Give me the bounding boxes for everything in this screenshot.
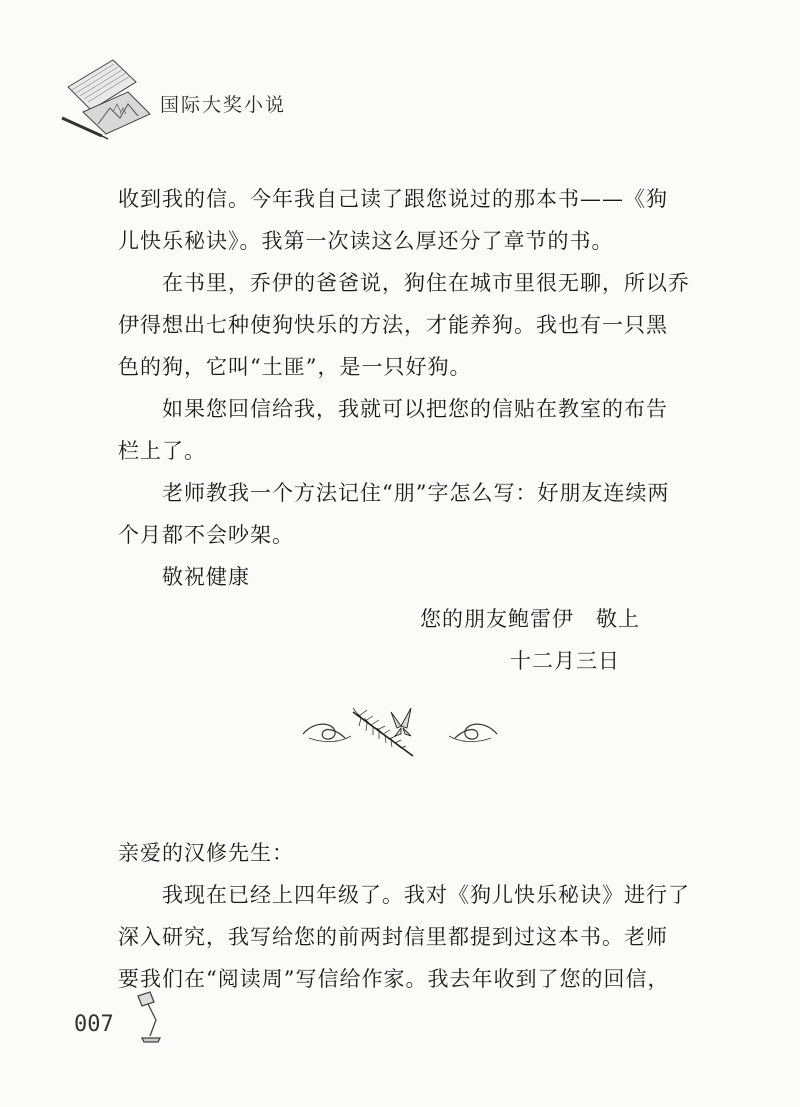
page-number: 007 — [74, 1012, 114, 1037]
series-title: 国际大奖小说 — [160, 94, 287, 116]
ornamental-divider-icon — [295, 698, 505, 763]
letter-line: 收到我的信。今年我自己读了跟您说过的那本书——《狗 — [118, 187, 668, 211]
running-header — [58, 52, 378, 152]
letter-line: 栏上了。 — [118, 439, 206, 463]
desk-lamp-icon — [132, 990, 168, 1044]
letter-line: 色的狗，它叫“土匪”，是一只好狗。 — [118, 355, 472, 379]
letter-line: 深入研究，我写给您的前两封信里都提到过这本书。老师 — [118, 925, 668, 949]
letter-line: 在书里，乔伊的爸爸说，狗住在城市里很无聊，所以乔 — [162, 271, 690, 295]
letter-line: 伊得想出七种使狗快乐的方法，才能养狗。我也有一只黑 — [118, 313, 668, 337]
letter-signature: 您的朋友鲍雷伊 敬上 — [420, 607, 640, 631]
letter-line: 个月都不会吵架。 — [118, 523, 294, 547]
letter-salutation: 亲爱的汉修先生： — [118, 841, 294, 865]
book-page-body — [118, 178, 688, 1000]
letter-line: 我现在已经上四年级了。我对《狗儿快乐秘诀》进行了 — [162, 883, 690, 907]
letter-line: 老师教我一个方法记住“朋”字怎么写：好朋友连续两 — [162, 481, 670, 505]
books-pen-illustration-icon — [58, 52, 158, 152]
letter-line: 儿快乐秘诀》。我第一次读这么厚还分了章节的书。 — [118, 229, 614, 253]
letter-line: 要我们在“阅读周”写信给作家。我去年收到了您的回信， — [118, 967, 670, 991]
letter-closing: 敬祝健康 — [162, 565, 250, 589]
letter-1 — [118, 178, 688, 682]
letter-2 — [118, 832, 688, 1000]
letter-date: 十二月三日 — [510, 649, 620, 673]
letter-line: 如果您回信给我，我就可以把您的信贴在教室的布告 — [162, 397, 668, 421]
